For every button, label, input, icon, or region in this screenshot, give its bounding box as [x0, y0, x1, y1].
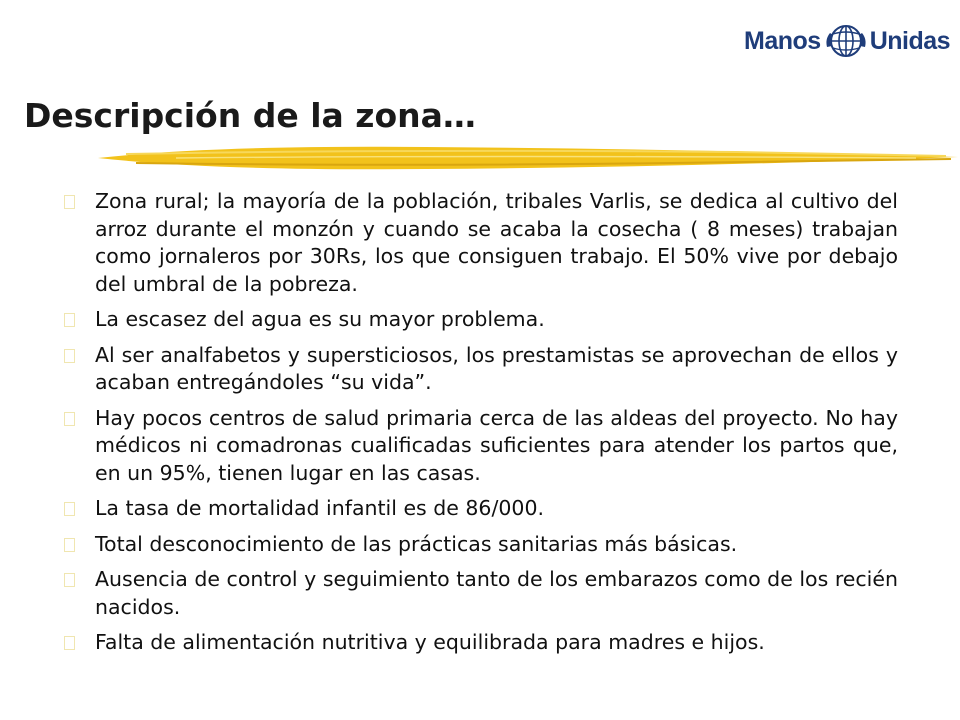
bullet-item: [62, 495, 898, 523]
bullet-item: [62, 306, 898, 334]
bullet-marker: [64, 195, 75, 209]
bullet-marker: [64, 502, 75, 516]
bullet-text: Falta de alimentación nutritiva y equilibrada para madres e hijos.: [95, 630, 765, 654]
bullet-text: Total desconocimiento de las prácticas sanitarias más básicas.: [95, 531, 738, 556]
bullet-text: Al ser analfabetos y supersticiosos, los prestamistas se aprovechan de ellos y acaban entregándoles “su vida”.: [95, 342, 898, 394]
logo-word-unidas: Unidas: [869, 26, 951, 55]
logo-word-manos: Manos: [744, 26, 821, 55]
bullet-marker: [64, 313, 75, 327]
bullet-list: [62, 188, 898, 665]
bullet-marker: [64, 636, 75, 650]
bullet-marker: [64, 573, 75, 587]
bullet-marker: [64, 349, 75, 363]
bullet-marker: [64, 538, 75, 552]
bullet-text: Zona rural; la mayoría de la población, tribales Varlis, se dedica al cultivo del arroz durante el monzón y cuando se acaba la cosecha ( 8 meses) trabajan como jornaleros por 30Rs, los que consiguen trabajo. El 50% vive por debajo del umbral de la pobreza.: [95, 189, 898, 296]
slide-title: Descripción de la zona…: [24, 96, 476, 135]
bullet-item: [62, 342, 898, 397]
manos-unidas-logo: [744, 6, 960, 76]
bullet-item: [62, 188, 898, 298]
yellow-brush-stroke: [96, 140, 960, 176]
bullet-text: Ausencia de control y seguimiento tanto de los embarazos como de los recién nacidos.: [95, 567, 898, 619]
bullet-item: [62, 629, 898, 657]
bullet-marker: [64, 412, 75, 426]
globe-icon: [824, 19, 868, 63]
bullet-item: [62, 405, 898, 488]
bullet-item: [62, 566, 898, 621]
bullet-text: La tasa de mortalidad infantil es de 86/000.: [95, 496, 545, 520]
bullet-text: La escasez del agua es su mayor problema.: [95, 307, 545, 331]
bullet-text: Hay pocos centros de salud primaria cerca de las aldeas del proyecto. No hay médicos ni comadronas cualificadas suficientes para atender los partos que, en un 95%, tienen lugar en las casas.: [95, 405, 898, 485]
bullet-item: [62, 531, 898, 559]
